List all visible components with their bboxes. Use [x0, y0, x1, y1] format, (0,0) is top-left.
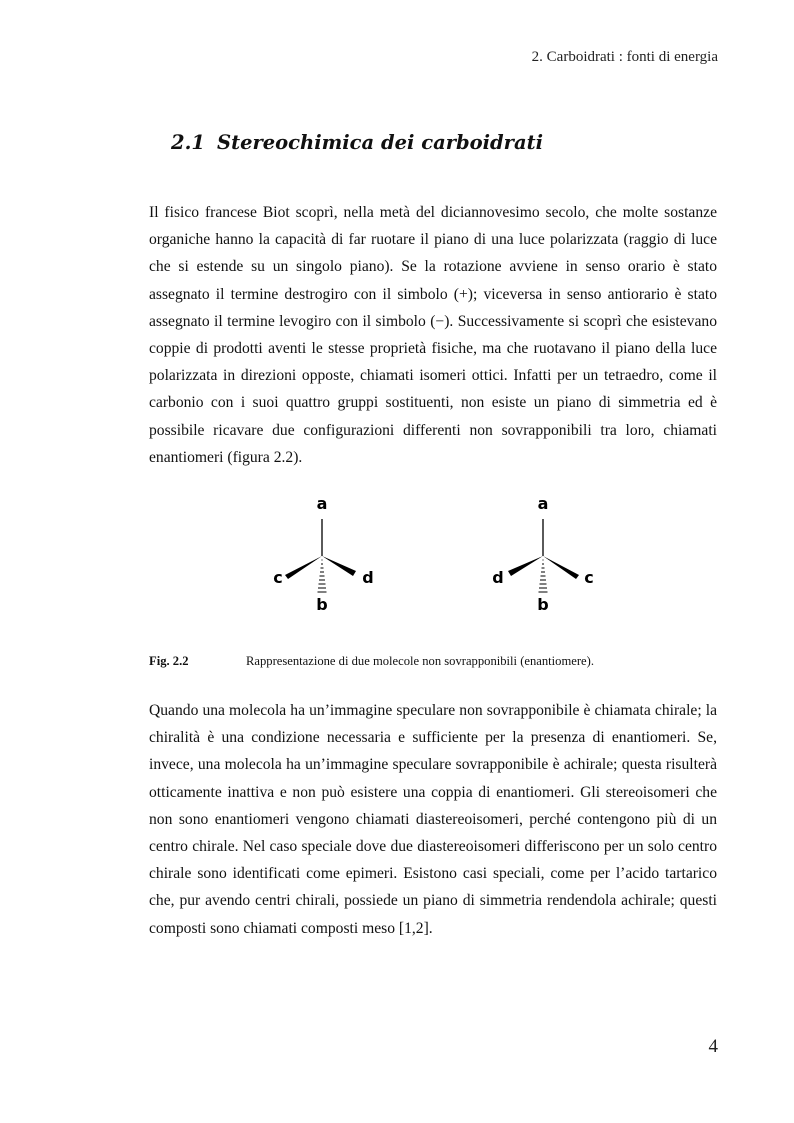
hashed-bond-bottom: [318, 560, 327, 592]
running-header: 2. Carboidrati : fonti di energia: [531, 49, 718, 65]
substituent-label-top: a: [537, 494, 549, 513]
molecule-left: [273, 494, 373, 614]
caption-text: Rappresentazione di due molecole non sovrapponibili (enantiomere).: [246, 654, 594, 668]
figure-caption: [149, 654, 594, 669]
hashed-bond-bottom: [539, 560, 548, 592]
paragraph-optical-isomers: Il fisico francese Biot scoprì, nella metà del diciannovesimo secolo, che molte sostanze organiche hanno la capacità di far ruotare il piano di una luce polarizzata (raggio di luce che si estende su un singolo piano). Se la rotazione avviene in senso orario è stato assegnato il termine destrogiro con il simbolo (+); viceversa in senso antiorario è stato assegnato il termine levogiro con il simbolo (−). Successivamente si scoprì che esistevano coppie di prodotti aventi le stesse proprietà fisiche, ma che ruotavano il piano della luce polarizzata in direzioni opposte, chiamati isomeri ottici. Infatti per un tetraedro, come il carbonio con i suoi quattro gruppi sostituenti, non esiste un piano di simmetria ed è possibile ricavare due configurazioni differenti non sovrapponibili tra loro, chiamati enantiomeri (figura 2.2).: [149, 204, 717, 466]
wedge-bond-left: [285, 556, 322, 579]
substituent-label-top: a: [316, 494, 328, 513]
wedge-bond-right: [543, 556, 579, 579]
enantiomers-figure: [255, 490, 615, 620]
page-number: 4: [708, 1036, 718, 1057]
section-number: 2.1: [171, 131, 205, 154]
substituent-label-bottom: b: [537, 595, 549, 614]
substituent-label-left: d: [492, 568, 504, 587]
substituent-label-right: c: [584, 568, 594, 587]
enantiomers-diagram: [255, 490, 615, 620]
wedge-bond-right: [322, 556, 356, 576]
substituent-label-right: d: [362, 568, 374, 587]
section-heading: [171, 131, 543, 154]
paragraph-chirality: Quando una molecola ha un’immagine speculare non sovrapponibile è chiamata chirale; la chiralità è una condizione necessaria e sufficiente per la presenza di enantiomeri. Se, invece, una molecola ha un’immagine speculare sovrapponibile è achirale; questa risulterà otticamente inattiva e non può esistere una coppia di enantiomeri. Gli stereoisomeri che non sono enantiomeri vengono chiamati diastereoisomeri, perché contengono più di un centro chirale. Nel caso speciale dove due diastereoisomeri differiscono per un solo centro chirale sono identificati come epimeri. Esistono casi speciali, come per l’acido tartarico che, pur avendo centri chirali, possiede un piano di simmetria rendendola achirale; questi composti sono chiamati composti meso [1,2].: [149, 702, 717, 937]
wedge-bond-left: [508, 556, 543, 576]
molecule-right: [492, 494, 593, 614]
substituent-label-left: c: [273, 568, 283, 587]
section-title: Stereochimica dei carboidrati: [217, 131, 544, 154]
figure-label: Fig. 2.2: [149, 654, 189, 668]
substituent-label-bottom: b: [316, 595, 328, 614]
